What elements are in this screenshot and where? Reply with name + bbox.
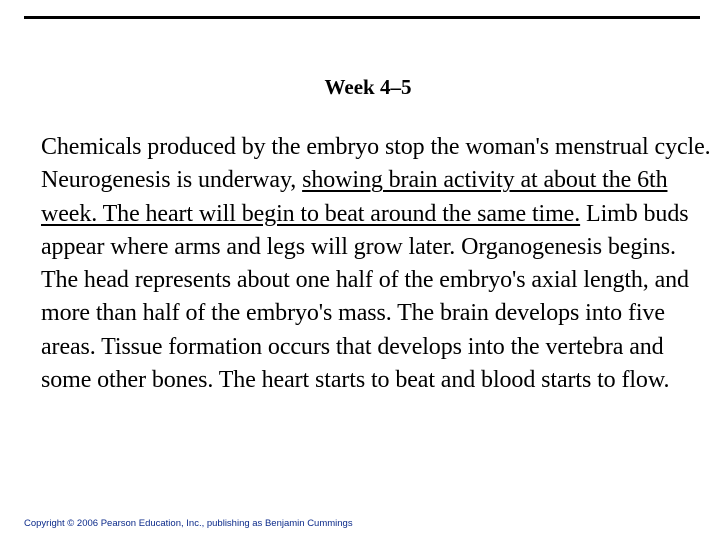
body-text-underlined: showing brain activity at about the 6th week. The heart will begin to beat around the same time. (41, 167, 668, 227)
top-rule (24, 16, 700, 19)
body-text-part-1: Chemicals produced by the embryo stop the woman's menstrual cycle. Neurogenesis is underway, (41, 134, 711, 194)
copyright-footer: Copyright © 2006 Pearson Education, Inc., publishing as Benjamin Cummings (24, 518, 353, 529)
slide-body (41, 131, 713, 397)
slide-title: Week 4–5 (324, 75, 412, 99)
body-text-part-2: Limb buds appear where arms and legs will grow later. Organogenesis begins. The head represents about one half of the embryo's axial length, and more than half of the embryo's mass. The brain develops into five areas. Tissue formation occurs that develops into the vertebra and some other bones. The heart starts to beat and blood starts to flow. (41, 200, 689, 394)
